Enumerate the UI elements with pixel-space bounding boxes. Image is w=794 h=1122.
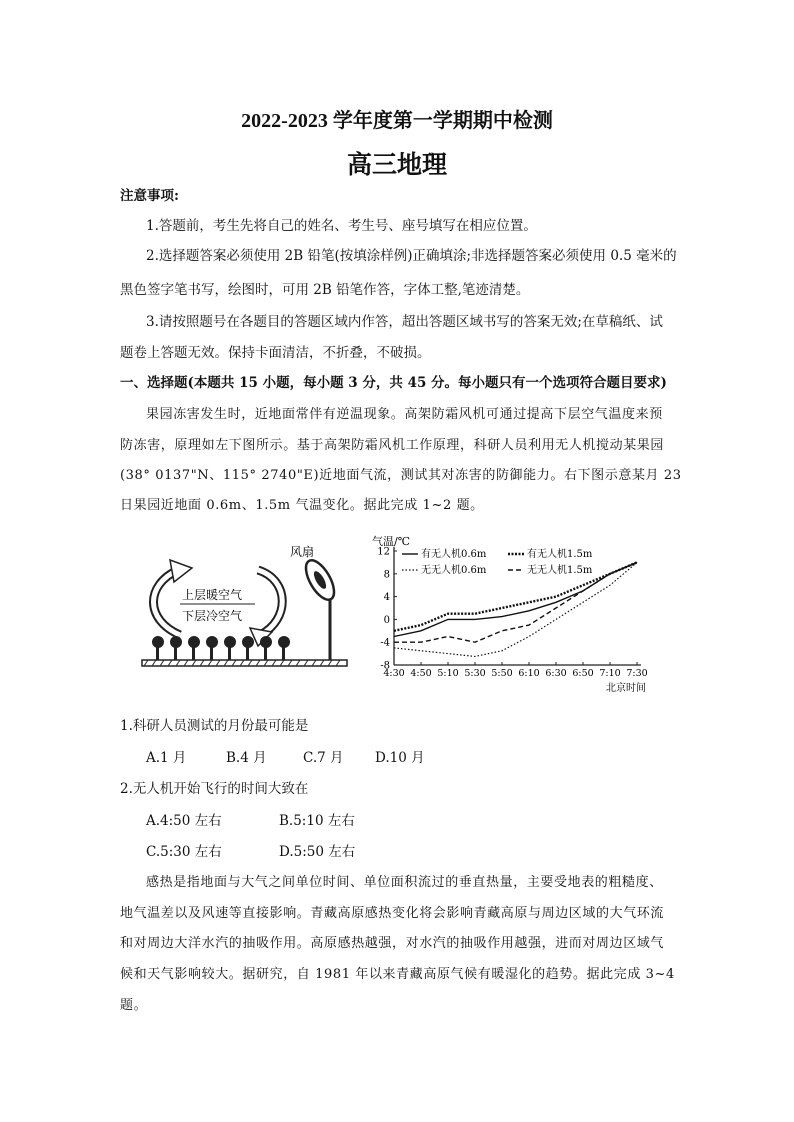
x-tick-label: 5:30 xyxy=(464,668,486,679)
x-tick-label: 5:10 xyxy=(437,668,459,679)
notice-item-3-line-1: 3.请按照题号在各题目的答题区域内作答，超出答题区域书写的答案无效;在草稿纸、试 xyxy=(146,314,663,330)
q1-option-b[interactable]: B.4 月 xyxy=(226,750,267,766)
q1-option-d[interactable]: D.10 月 xyxy=(375,750,425,766)
temperature-chart xyxy=(362,535,662,697)
passage2-line-1: 感热是指地面与大气之间单位时间、单位面积流过的垂直热量，主要受地表的粗糙度、 xyxy=(146,875,663,890)
y-tick-label: 8 xyxy=(383,569,390,581)
x-tick-label: 4:50 xyxy=(410,668,432,679)
passage1-line-1: 果园冻害发生时，近地面常伴有逆温现象。高架防霜风机可通过提高下层空气温度来预 xyxy=(146,407,663,422)
fan-diagram xyxy=(140,540,350,675)
x-axis-label: 北京时间 xyxy=(606,683,646,694)
lower-air-label: 下层冷空气 xyxy=(182,609,243,623)
x-tick-label: 4:30 xyxy=(383,668,405,679)
subject-title: 高三地理 xyxy=(346,150,447,179)
legend-label: 有无人机1.5m xyxy=(527,549,593,560)
fruit-trees xyxy=(152,636,290,660)
q2-stem: 2.无人机开始飞行的时间大致在 xyxy=(120,781,309,797)
passage2-line-4: 候和天气影响较大。据研究，自 1981 年以来青藏高原气候有暖湿化的趋势。据此完成 3~4 xyxy=(120,967,675,982)
legend-label: 无无人机0.6m xyxy=(421,565,487,576)
y-tick-label: 12 xyxy=(377,546,390,558)
x-tick-label: 5:50 xyxy=(491,668,513,679)
x-tick-label: 7:30 xyxy=(626,668,648,679)
q2-option-b[interactable]: B.5:10 左右 xyxy=(279,813,355,829)
q2-option-a[interactable]: A.4:50 左右 xyxy=(146,813,222,829)
notice-heading: 注意事项: xyxy=(120,188,179,204)
y-tick-label: 0 xyxy=(383,614,390,626)
x-tick-label: 6:30 xyxy=(545,668,567,679)
upper-air-label: 上层暖空气 xyxy=(182,588,243,602)
q1-option-c[interactable]: C.7 月 xyxy=(303,750,344,766)
q1-stem: 1.科研人员测试的月份最可能是 xyxy=(120,718,309,734)
notice-item-2-line-2: 黑色签字笔书写，绘图时，可用 2B 铅笔作答，字体工整,笔迹清楚。 xyxy=(120,282,530,298)
exam-title: 2022-2023 学年度第一学期期中检测 xyxy=(241,110,553,132)
x-tick-label: 6:10 xyxy=(518,668,540,679)
legend-label: 无无人机1.5m xyxy=(527,565,593,576)
passage1-line-4: 日果园近地面 0.6m、1.5m 气温变化。据此完成 1~2 题。 xyxy=(120,498,484,513)
x-tick-label: 7:10 xyxy=(599,668,621,679)
q2-option-d[interactable]: D.5:50 左右 xyxy=(279,844,356,860)
passage2-line-5: 题。 xyxy=(120,998,148,1013)
q1-option-a[interactable]: A.1 月 xyxy=(146,750,187,766)
legend-label: 有无人机0.6m xyxy=(421,549,487,560)
notice-item-1: 1.答题前，考生先将自己的姓名、考生号、座号填写在相应位置。 xyxy=(146,218,537,234)
passage1-line-2: 防冻害，原理如左下图所示。基于高架防霜风机工作原理，科研人员利用无人机搅动某果园 xyxy=(120,438,665,453)
notice-item-3-line-2: 题卷上答题无效。保持卡面清洁，不折叠，不破损。 xyxy=(120,345,431,361)
y-tick-label: -8 xyxy=(380,660,390,672)
q2-option-c[interactable]: C.5:30 左右 xyxy=(146,844,222,860)
passage2-line-3: 和对周边大洋水汽的抽吸作用。高原感热越强，对水汽的抽吸作用越强，进而对周边区域气 xyxy=(120,936,665,951)
notice-item-2-line-1: 2.选择题答案必须使用 2B 铅笔(按填涂样例)正确填涂;非选择题答案必须使用 0.5 毫米的 xyxy=(146,248,677,264)
y-tick-label: 4 xyxy=(383,592,390,604)
y-axis-label: 气温/℃ xyxy=(372,535,411,548)
passage2-line-2: 地气温差以及风速等直接影响。青藏高原感热变化将会影响青藏高原与周边区域的大气环流 xyxy=(120,906,665,921)
series-line-3 xyxy=(394,562,637,656)
passage1-line-3: (38° 0137"N、115° 2740"E)近地面气流，测试其对冻害的防御能力。右下图示意某月 23 xyxy=(120,468,682,483)
section-heading: 一、选择题(本题共 15 小题，每小题 3 分，共 45 分。每小题只有一个选项符合题目要求) xyxy=(120,375,667,391)
fan-label: 风扇 xyxy=(290,545,315,559)
x-tick-label: 6:50 xyxy=(572,668,594,679)
y-tick-label: -4 xyxy=(380,637,390,649)
